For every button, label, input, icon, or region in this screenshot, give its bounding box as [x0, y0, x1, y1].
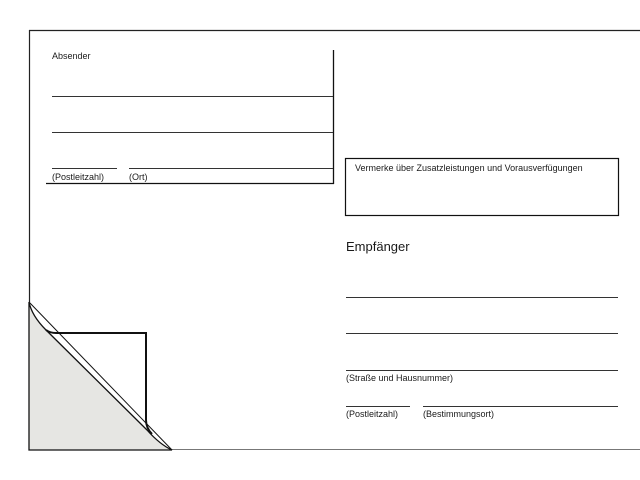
notes-box-label: Vermerke über Zusatzleistungen und Vorausverfügungen [355, 163, 583, 173]
sender-postcode-label: (Postleitzahl) [52, 172, 105, 182]
recipient-label: Empfänger [346, 239, 410, 254]
recipient-postcode-label: (Postleitzahl) [346, 409, 399, 419]
folded-corner-icon [29, 302, 172, 450]
sender-town-label: (Ort) [129, 172, 148, 182]
sender-label: Absender [52, 51, 91, 61]
recipient-street-label: (Straße und Hausnummer) [346, 373, 454, 383]
recipient-destination-label: (Bestimmungsort) [423, 409, 495, 419]
